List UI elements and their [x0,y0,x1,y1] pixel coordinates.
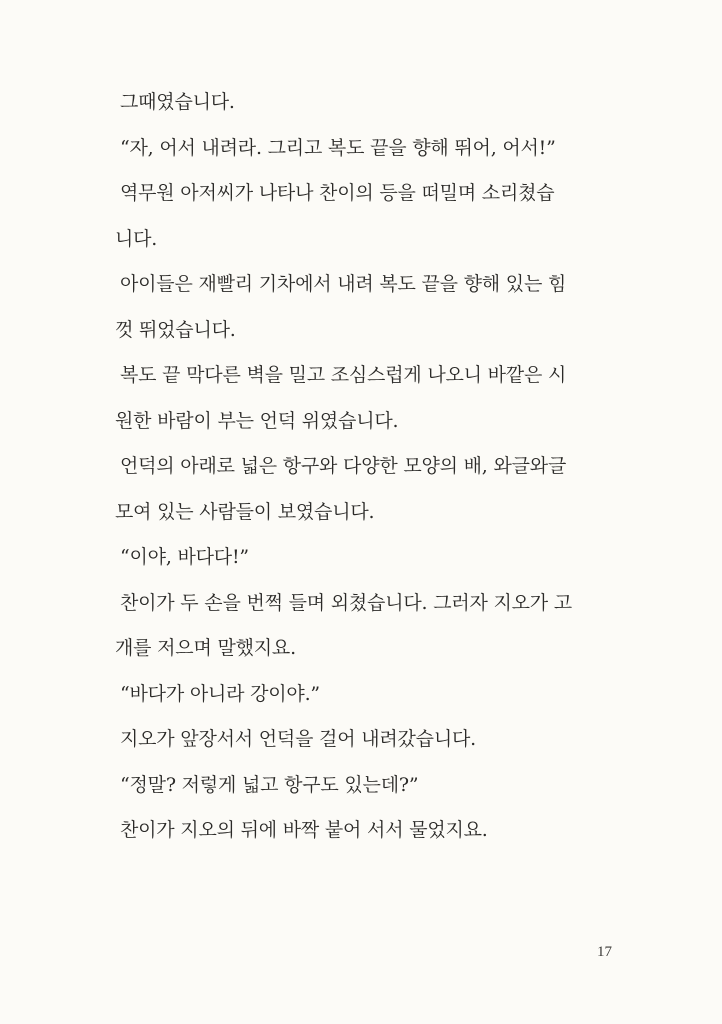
text-line: 니다. [115,227,158,250]
text-line: 껏 뛰었습니다. [115,318,236,341]
text-line: 개를 저으며 말했지요. [115,637,296,659]
text-line: 찬이가 지오의 뒤에 바짝 붙어 서서 물었지요. [120,819,488,841]
text-line: 원한 바람이 부는 언덕 위였습니다. [115,409,399,432]
text-line: 지오가 앞장서서 언덕을 걸어 내려갔습니다. [120,728,476,750]
text-line: 모여 있는 사람들이 보였습니다. [115,500,375,523]
page-number: 17 [597,944,612,960]
text-line: “정말? 저렇게 넓고 항구도 있는데?” [120,773,419,796]
text-line: “이야, 바다다!” [120,546,249,568]
text-line: 그때였습니다. [120,91,235,113]
text-line: 아이들은 재빨리 기차에서 내려 복도 끝을 향해 있는 힘 [120,273,567,295]
text-line: 복도 끝 막다른 벽을 밀고 조심스럽게 나오니 바깥은 시 [120,364,567,386]
text-line: 역무원 아저씨가 나타나 찬이의 등을 떠밀며 소리쳤습 [120,182,555,204]
text-line: 찬이가 두 손을 번쩍 들며 외쳤습니다. 그러자 지오가 고 [120,591,572,614]
body-text [117,80,627,854]
text-line: “자, 어서 내려라. 그리고 복도 끝을 향해 뛰어, 어서!” [120,136,556,159]
text-line: 언덕의 아래로 넓은 항구와 다양한 모양의 배, 와글와글 [120,455,567,477]
text-line: “바다가 아니라 강이야.” [120,682,320,705]
